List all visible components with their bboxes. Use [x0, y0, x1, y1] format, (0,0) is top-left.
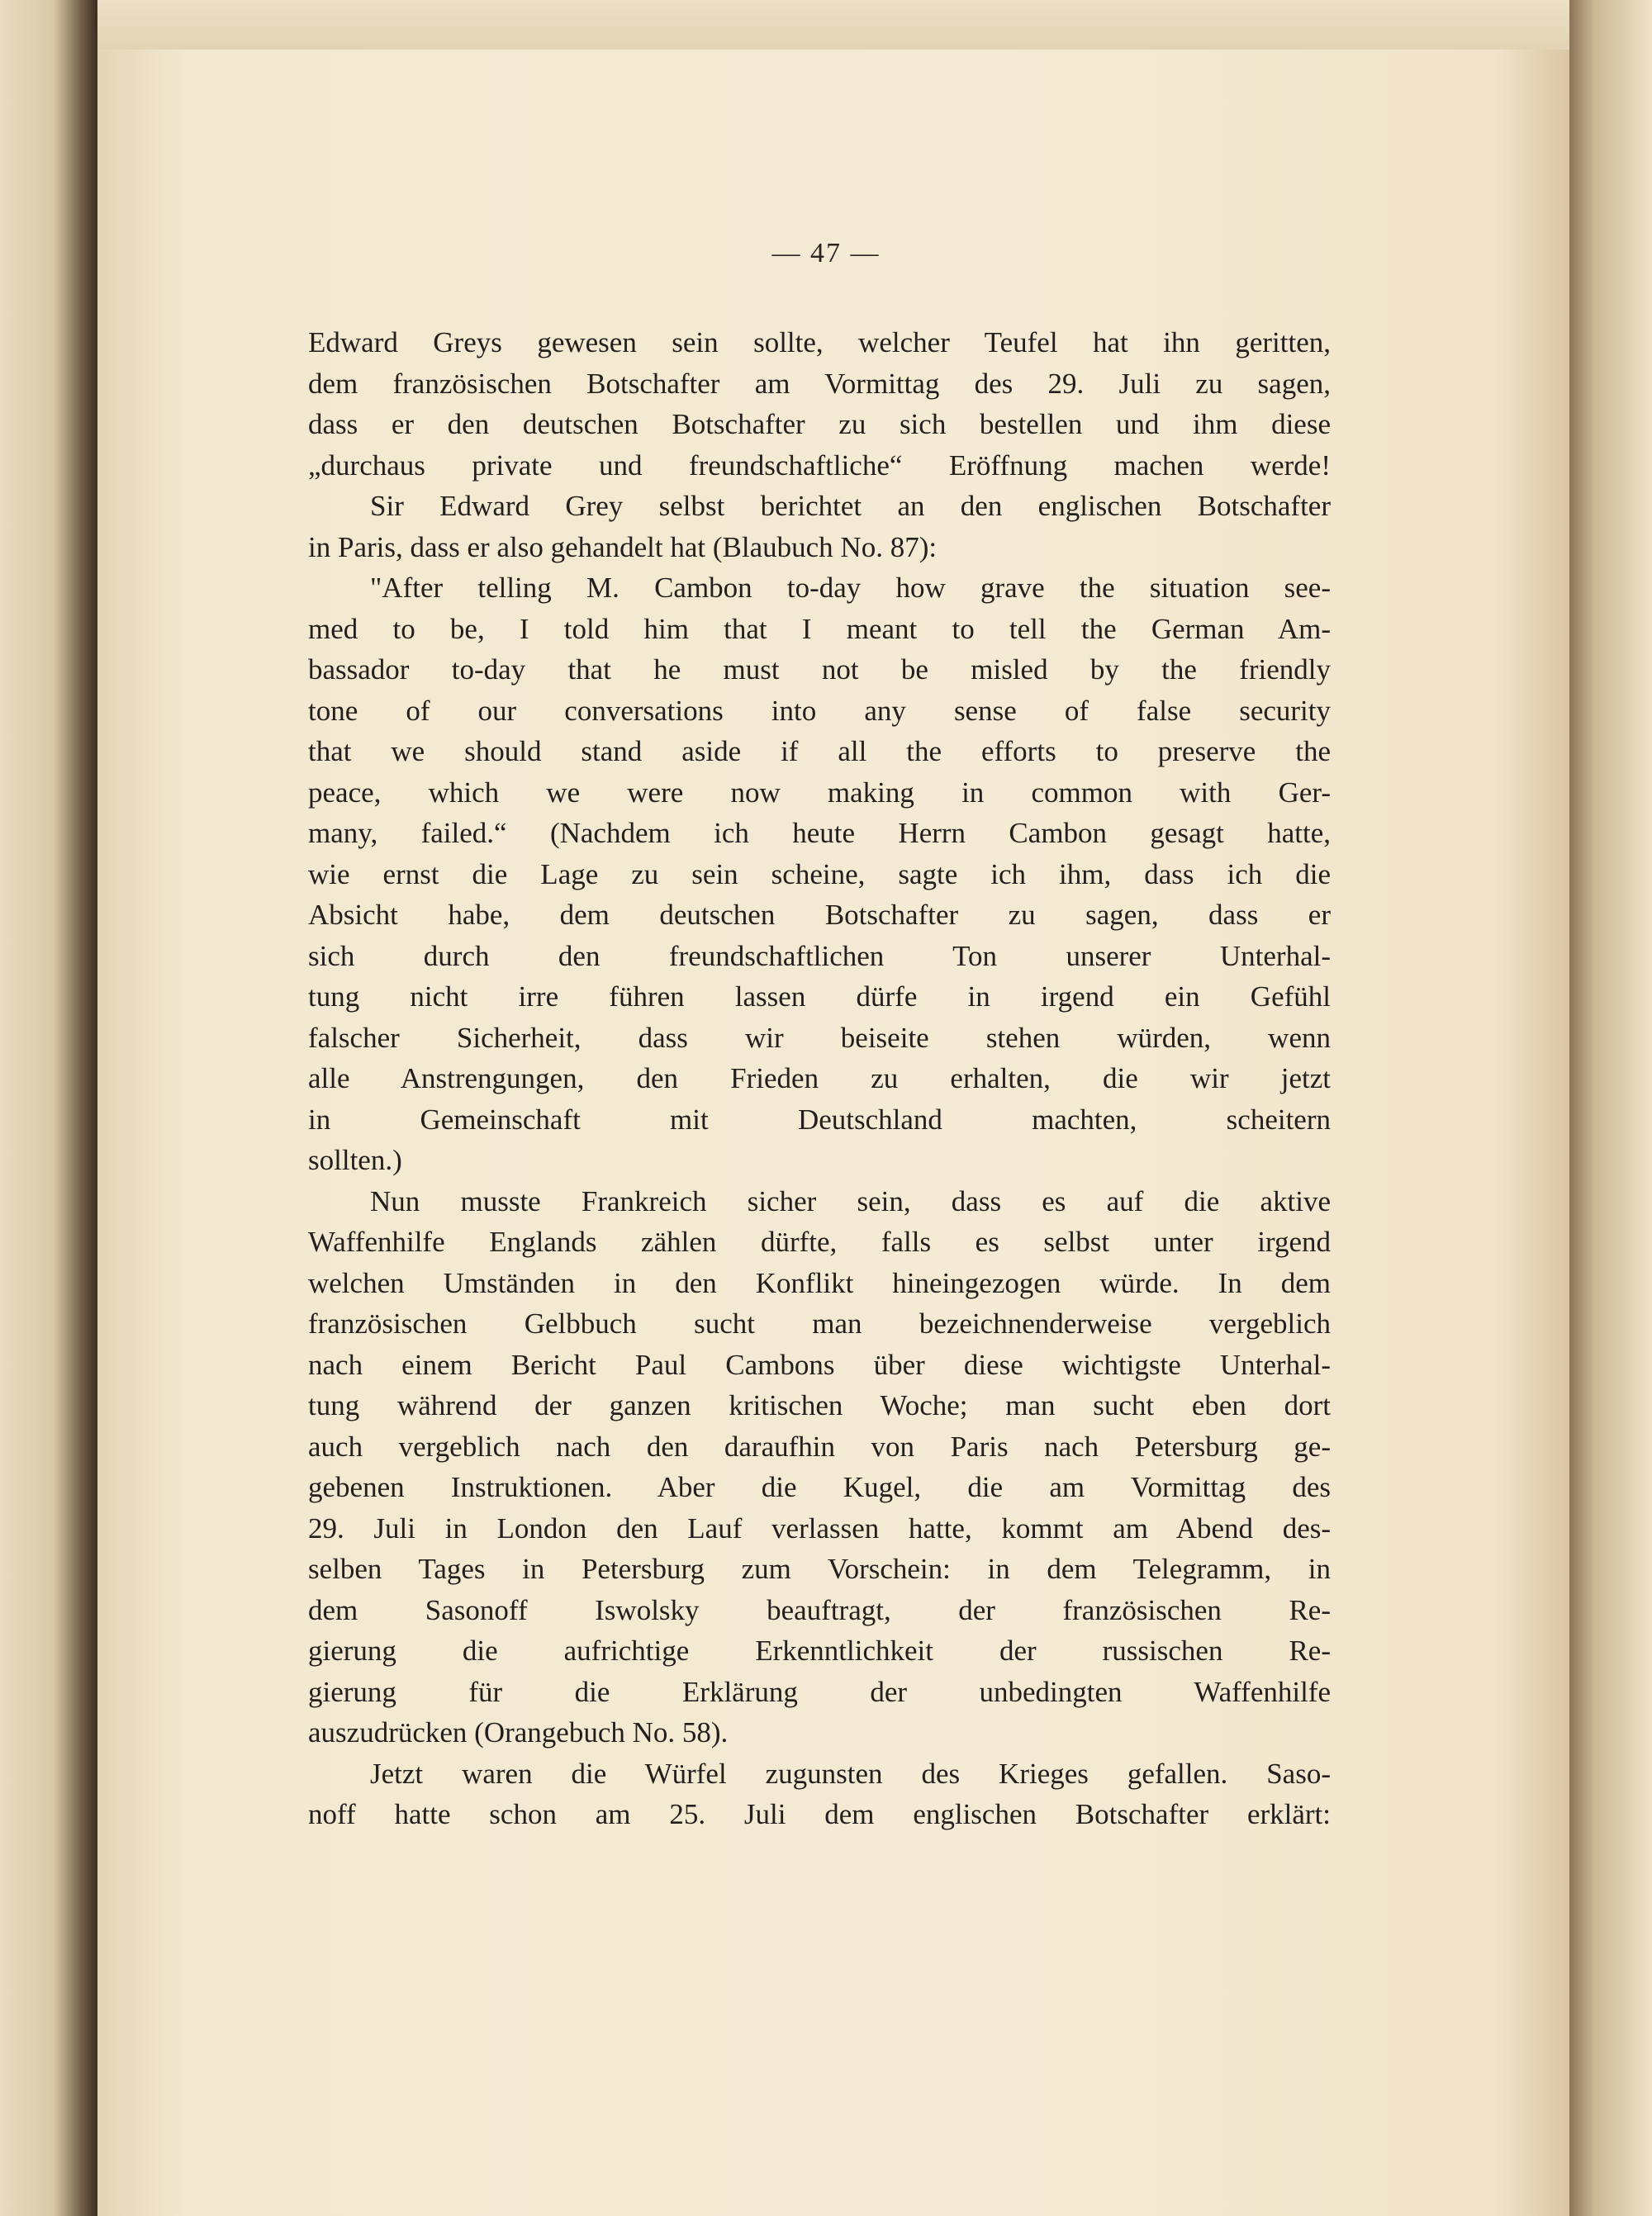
text-line: that we should stand aside if all the efforts to preserve the	[308, 735, 1331, 767]
page-number: — 47 —	[771, 238, 881, 268]
text-line: dem französischen Botschafter am Vormittag des 29. Juli zu sagen,	[308, 367, 1331, 400]
text-line: welchen Umständen in den Konflikt hineingezogen würde. In dem	[308, 1266, 1331, 1299]
text-line: noff hatte schon am 25. Juli dem englischen Botschafter erklärt:	[308, 1798, 1331, 1830]
text-line: med to be, I told him that I meant to tell the German Am-	[308, 612, 1331, 645]
text-line: gierung die aufrichtige Erkenntlichkeit der russischen Re-	[308, 1635, 1331, 1667]
page-right-edge	[1569, 0, 1652, 2216]
body-text	[308, 322, 1331, 1835]
text-line: auch vergeblich nach den daraufhin von Paris nach Petersburg ge-	[308, 1430, 1331, 1463]
text-line: Absicht habe, dem deutschen Botschafter zu sagen, dass er	[308, 899, 1331, 931]
text-line: "After telling M. Cambon to-day how grave the situation see-	[370, 572, 1331, 604]
text-line: Waffenhilfe Englands zählen dürfte, falls es selbst unter irgend	[308, 1226, 1331, 1258]
text-line: sich durch den freundschaftlichen Ton unserer Unterhal-	[308, 939, 1331, 972]
text-line: „durchaus private und freundschaftliche“ Eröffnung machen werde!	[308, 448, 1331, 482]
text-line: bassador to-day that he must not be misled by the friendly	[308, 653, 1331, 686]
text-line: tung während der ganzen kritischen Woche; man sucht eben dort	[308, 1389, 1331, 1421]
text-line: auszudrücken (Orangebuch No. 58).	[308, 1716, 729, 1749]
text-line: alle Anstrengungen, den Frieden zu erhalten, die wir jetzt	[308, 1062, 1331, 1094]
text-line: wie ernst die Lage zu sein scheine, sagte ich ihm, dass ich die	[308, 857, 1331, 890]
text-line: Sir Edward Grey selbst berichtet an den englischen Botschafter	[370, 490, 1331, 522]
text-line: gebenen Instruktionen. Aber die Kugel, die am Vormittag des	[308, 1471, 1331, 1503]
text-line: Jetzt waren die Würfel zugunsten des Krieges gefallen. Saso-	[370, 1757, 1331, 1790]
text-line: dem Sasonoff Iswolsky beauftragt, der französischen Re-	[308, 1593, 1331, 1626]
scan-top-margin	[97, 0, 1569, 50]
text-line: selben Tages in Petersburg zum Vorschein: in dem Telegramm, in	[308, 1553, 1331, 1585]
text-line: 29. Juli in London den Lauf verlassen hatte, kommt am Abend des-	[308, 1511, 1331, 1545]
text-line: Edward Greys gewesen sein sollte, welcher Teufel hat ihn geritten,	[308, 326, 1331, 358]
text-line: nach einem Bericht Paul Cambons über diese wichtigste Unterhal-	[308, 1348, 1331, 1381]
text-line: in Paris, dass er also gehandelt hat (Blaubuch No. 87):	[308, 530, 938, 563]
text-line: französischen Gelbbuch sucht man bezeichnenderweise vergeblich	[308, 1307, 1331, 1340]
facing-page-edge	[0, 0, 97, 2216]
text-line: gierung für die Erklärung der unbedingten Waffenhilfe	[308, 1675, 1331, 1708]
text-line: tone of our conversations into any sense of false security	[308, 694, 1331, 727]
text-line: Nun musste Frankreich sicher sein, dass es auf die aktive	[370, 1184, 1331, 1217]
text-line: dass er den deutschen Botschafter zu sich bestellen und ihm diese	[308, 408, 1331, 440]
text-line: many, failed.“ (Nachdem ich heute Herrn Cambon gesagt hatte,	[308, 817, 1331, 849]
text-line: peace, which we were now making in common with Ger-	[308, 776, 1331, 809]
text-line: in Gemeinschaft mit Deutschland machten, scheitern	[308, 1103, 1331, 1136]
text-line: falscher Sicherheit, dass wir beiseite stehen würden, wenn	[308, 1021, 1331, 1054]
text-line: sollten.)	[308, 1144, 402, 1176]
text-line: tung nicht irre führen lassen dürfe in irgend ein Gefühl	[308, 980, 1331, 1013]
